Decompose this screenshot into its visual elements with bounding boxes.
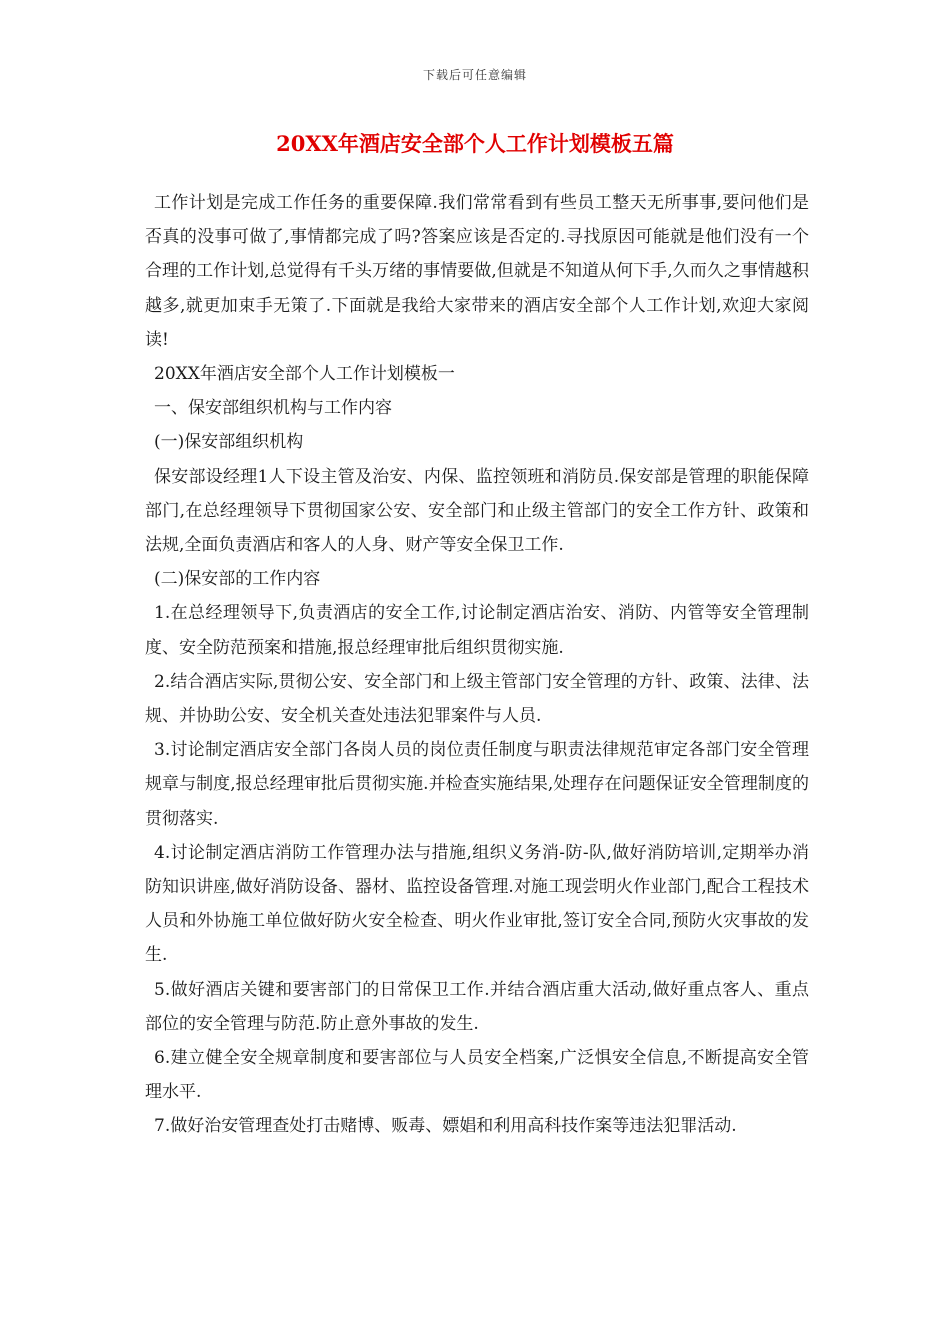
intro-paragraph: 工作计划是完成工作任务的重要保障.我们常常看到有些员工整天无所事事,要问他们是否真的没事可做了,事情都完成了吗?答案应该是否定的.寻找原因可能就是他们没有一个合理的工作计划,总觉得有千头万绪的事情要做,但就是不知道从何下手,久而久之事情越积越多,就更加束手无策了.下面就是我给大家带来的酒店安全部个人工作计划,欢迎大家阅读! [145, 193, 809, 350]
list-item: 6.建立健全安全规章制度和要害部位与人员安全档案,广泛惧安全信息,不断提高安全管理水平. [145, 1048, 809, 1103]
subsection-heading: (一)保安部组织机构 [154, 432, 304, 453]
list-item: 1.在总经理领导下,负责酒店的安全工作,讨论制定酒店治安、消防、内管等安全管理制度、安全防范预案和措施,报总经理审批后组织贯彻实施. [145, 603, 809, 658]
document-body [145, 186, 809, 1144]
list-item: 4.讨论制定酒店消防工作管理办法与措施,组织义务消-防-队,做好消防培训,定期举办消防知识讲座,做好消防设备、器材、监控设备管理.对施工现尝明火作业部门,配合工程技术人员和外协施工单位做好防火安全检查、明火作业审批,签订安全合同,预防火灾事故的发生. [145, 842, 809, 966]
section-heading: 一、保安部组织机构与工作内容 [154, 398, 392, 419]
list-item: 5.做好酒店关键和要害部门的日常保卫工作.并结合酒店重大活动,做好重点客人、重点部位的安全管理与防范.防止意外事故的发生. [145, 979, 809, 1034]
list-item: 7.做好治安管理查处打击赌博、贩毒、嫖娼和利用高科技作案等违法犯罪活动. [154, 1116, 737, 1137]
subsection-heading: (二)保安部的工作内容 [154, 569, 321, 590]
body-paragraph: 保安部设经理1人下设主管及治安、内保、监控领班和消防员.保安部是管理的职能保障部门,在总经理领导下贯彻国家公安、安全部门和止级主管部门的安全工作方针、政策和法规,全面负责酒店和客人的人身、财产等安全保卫工作. [145, 466, 809, 556]
header-note: 下载后可任意编辑 [422, 68, 527, 82]
template-heading: 20XX年酒店安全部个人工作计划模板一 [154, 364, 455, 385]
document-title: 20XX年酒店安全部个人工作计划模板五篇 [276, 131, 674, 156]
list-item: 3.讨论制定酒店安全部门各岗人员的岗位责任制度与职责法律规范审定各部门安全管理规章与制度,报总经理审批后贯彻实施.并检查实施结果,处理存在问题保证安全管理制度的贯彻落实. [145, 740, 809, 829]
list-item: 2.结合酒店实际,贯彻公安、安全部门和上级主管部门安全管理的方针、政策、法律、法规、并协助公安、安全机关查处违法犯罪案件与人员. [145, 671, 809, 727]
